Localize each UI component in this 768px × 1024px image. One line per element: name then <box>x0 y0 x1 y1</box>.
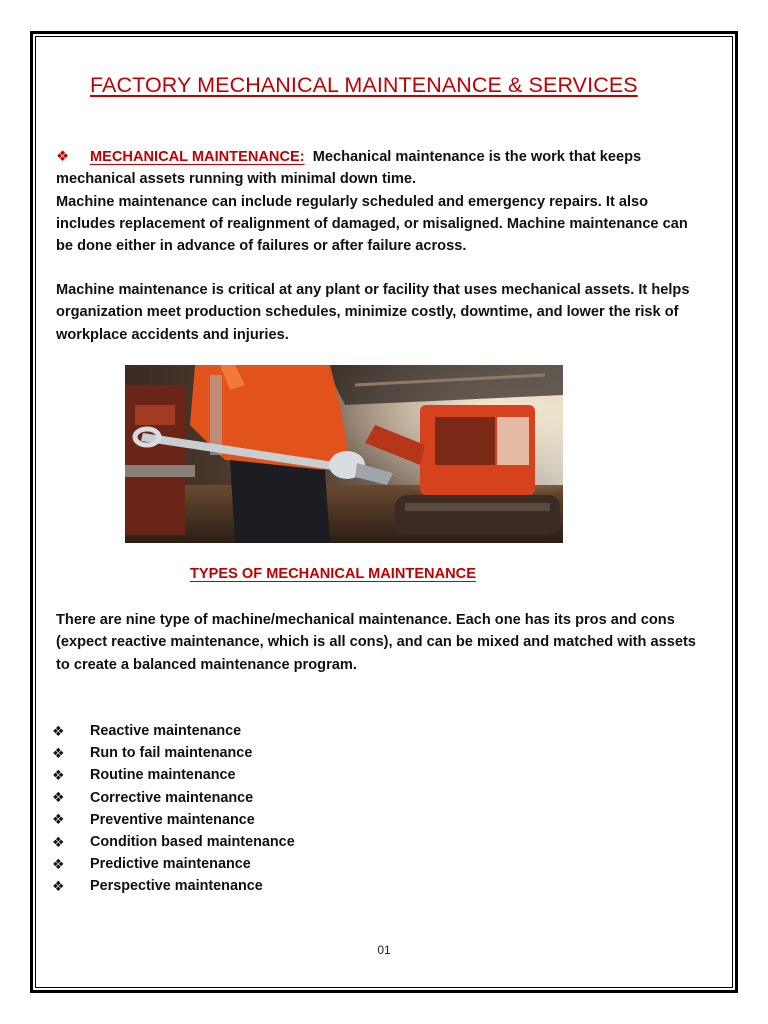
diamond-bullet-icon: ❖ <box>52 811 65 828</box>
list-item <box>52 742 295 764</box>
diamond-bullet-icon: ❖ <box>52 722 65 739</box>
section-heading-types: TYPES OF MECHANICAL MAINTENANCE <box>190 566 476 582</box>
diamond-bullet-icon: ❖ <box>52 877 65 894</box>
list-item-label: Preventive maintenance <box>90 811 255 828</box>
list-item <box>52 764 295 786</box>
list-item <box>52 720 295 742</box>
list-item <box>52 875 295 897</box>
list-item-label: Routine maintenance <box>90 767 236 784</box>
list-item-label: Perspective maintenance <box>90 878 263 895</box>
intro-paragraph <box>56 146 706 257</box>
list-item-label: Reactive maintenance <box>90 723 242 740</box>
diamond-bullet-icon: ❖ <box>52 766 65 783</box>
list-item <box>52 809 295 831</box>
diamond-bullet-icon: ❖ <box>56 149 70 165</box>
maintenance-types-list <box>52 720 295 898</box>
diamond-bullet-icon: ❖ <box>52 855 65 872</box>
intro-body-text: Machine maintenance can include regularly scheduled and emergency repairs. It also includes replacement of realignment of damaged, or misaligned. Machine maintenance can be done either in advance of failures or after failure across. <box>56 193 688 255</box>
intro-heading: MECHANICAL MAINTENANCE: <box>90 149 305 165</box>
types-intro-paragraph: There are nine type of machine/mechanical maintenance. Each one has its pros and cons (expect reactive maintenance, which is all cons), and can be mixed and matched with assets to create a balanced maintenance program. <box>56 612 696 673</box>
page-number: 01 <box>377 943 391 957</box>
list-item-label: Corrective maintenance <box>90 789 254 806</box>
list-item <box>52 853 295 875</box>
maintenance-worker-photo <box>125 365 563 543</box>
criticality-paragraph: Machine maintenance is critical at any plant or facility that uses mechanical assets. It helps organization meet production schedules, minimize costly, downtime, and lower the risk of workplace accidents and injuries. <box>56 282 690 343</box>
list-item-label: Run to fail maintenance <box>90 745 253 762</box>
list-item <box>52 831 295 853</box>
list-item-label: Predictive maintenance <box>90 856 251 873</box>
list-item-label: Condition based maintenance <box>90 834 295 851</box>
diamond-bullet-icon: ❖ <box>52 744 65 761</box>
list-item <box>52 787 295 809</box>
intro-lead-text: Mechanical maintenance is the work that keeps mechanical assets running with minimal down time. <box>56 149 642 188</box>
diamond-bullet-icon: ❖ <box>52 833 65 850</box>
document-title: FACTORY MECHANICAL MAINTENANCE & SERVICES <box>90 73 638 97</box>
diamond-bullet-icon: ❖ <box>52 789 65 806</box>
